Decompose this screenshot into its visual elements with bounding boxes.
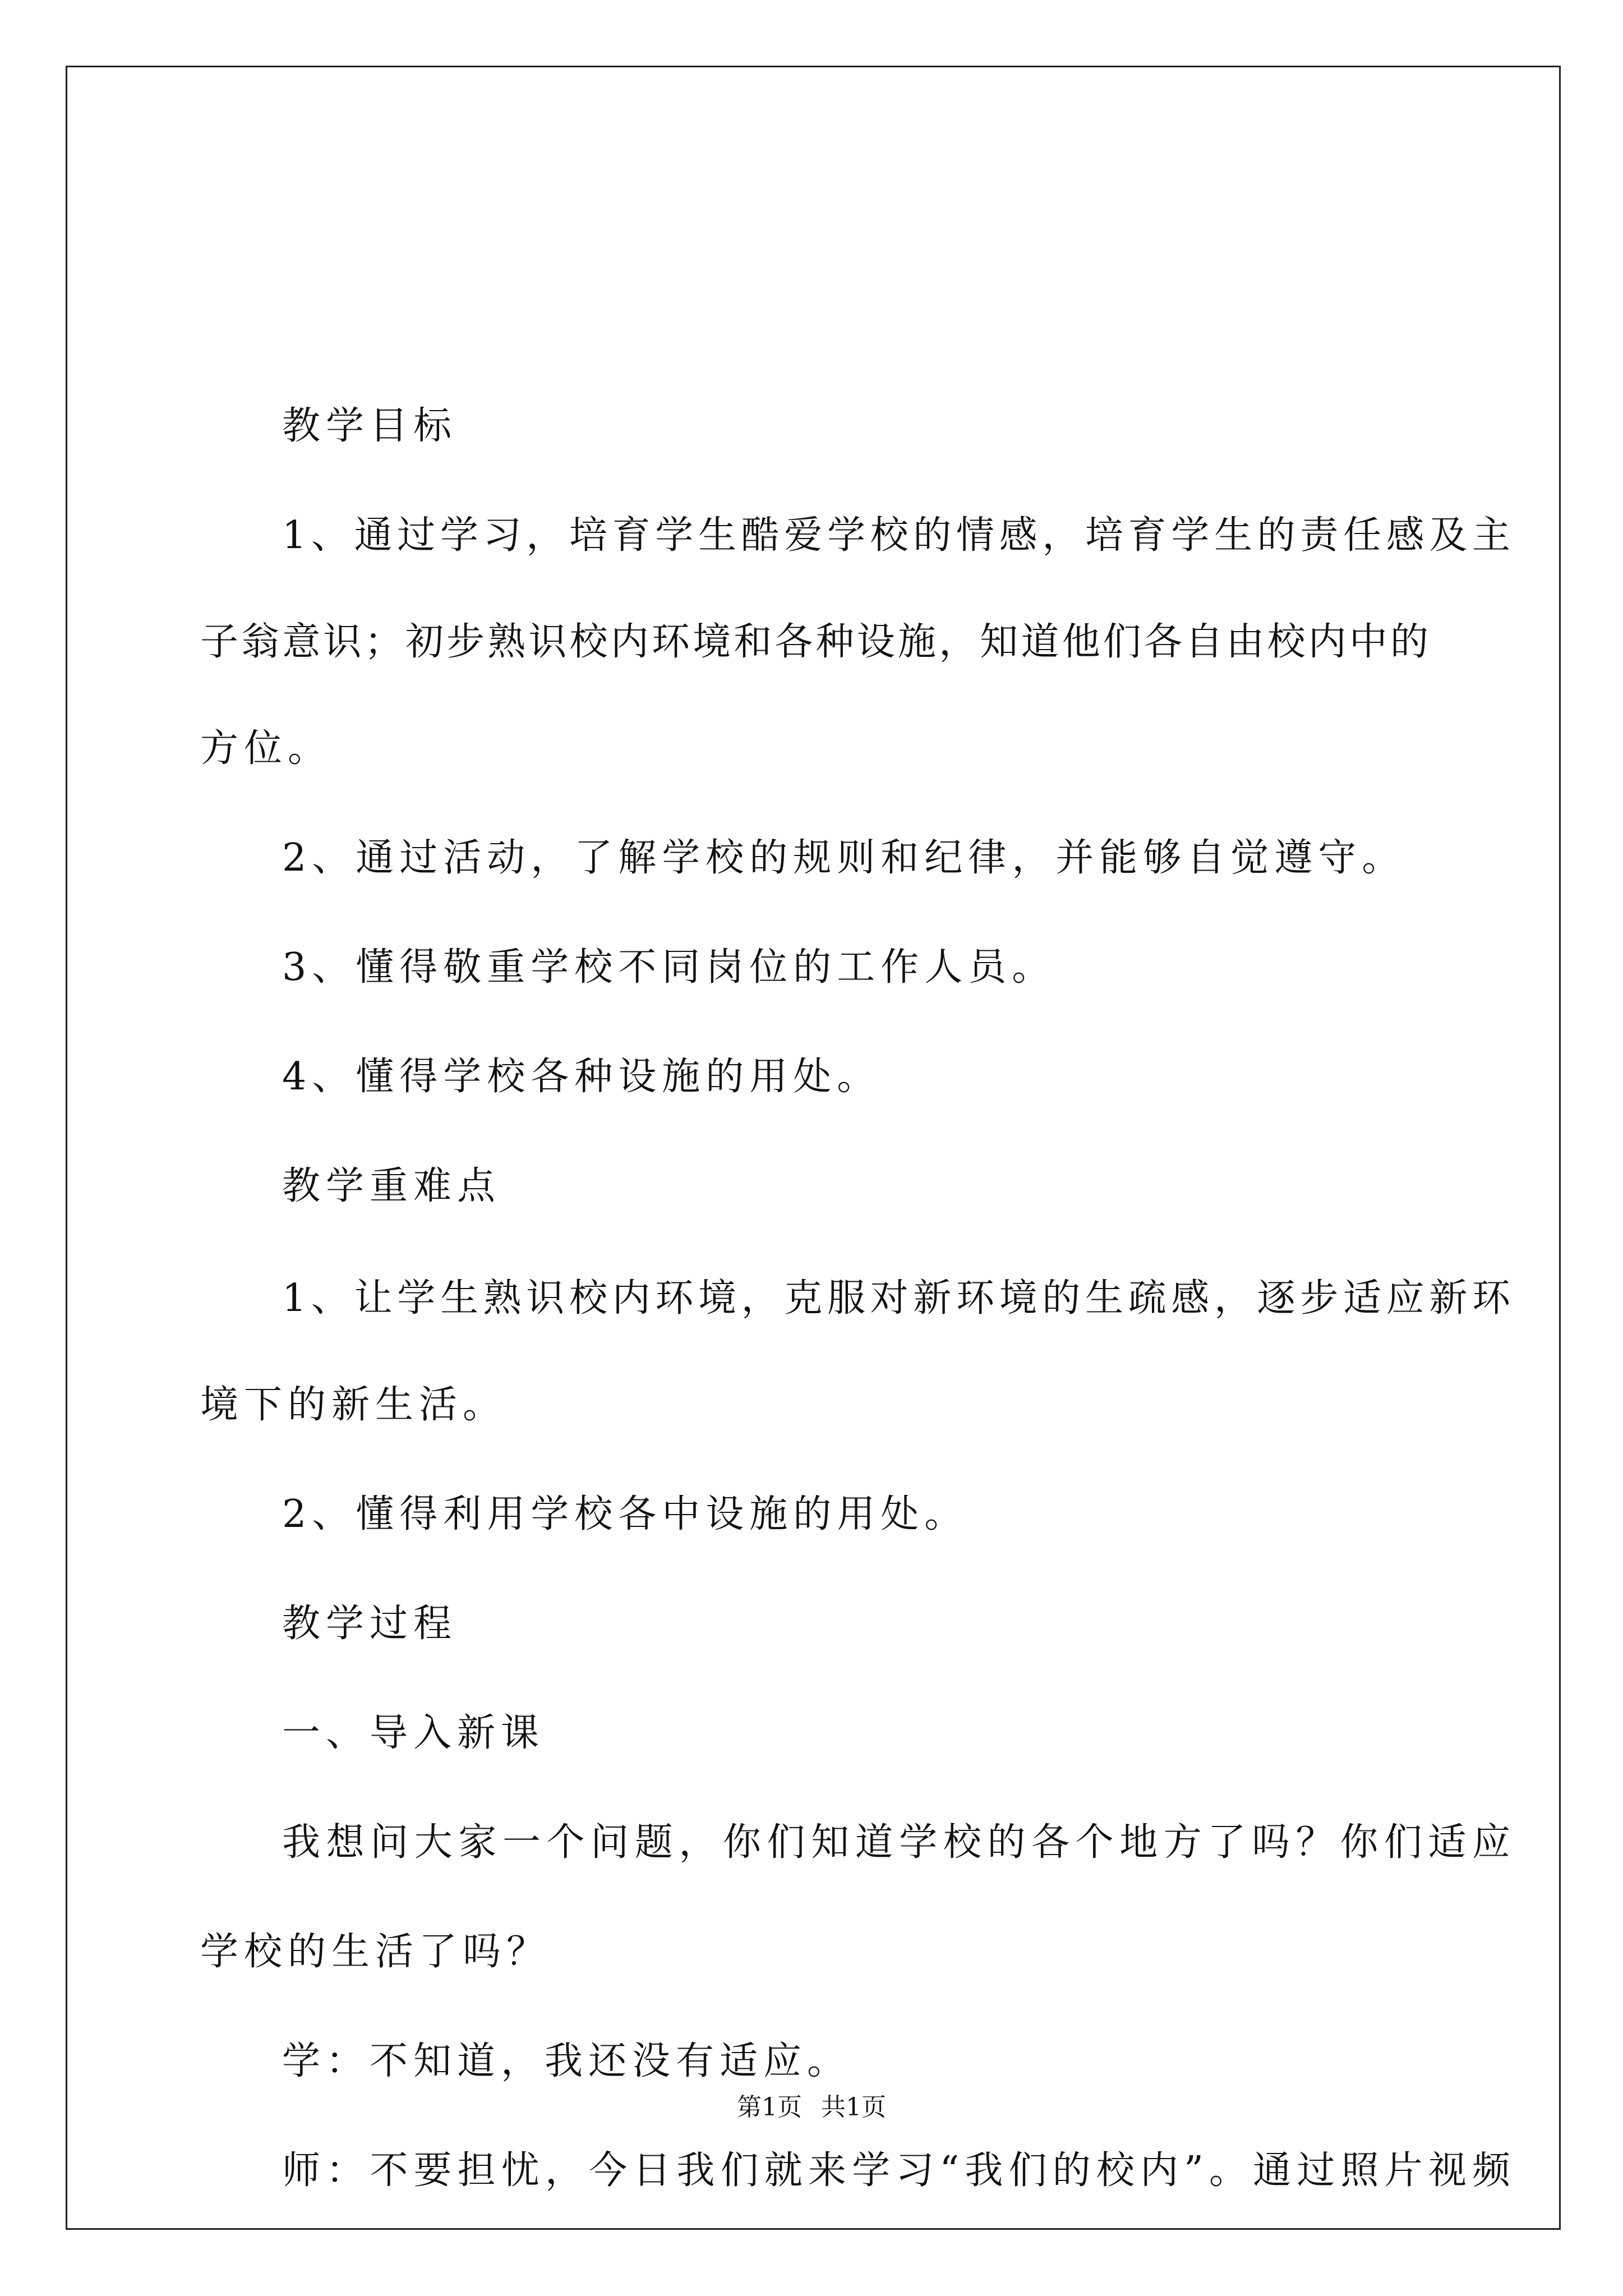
- section-heading-process: 教学过程: [282, 1602, 458, 1646]
- paragraph-line: 4、懂得学校各种设施的用处。: [282, 1055, 881, 1099]
- page-total: 共1页: [821, 2093, 886, 2122]
- subsection-heading: 一、导入新课: [282, 1711, 545, 1755]
- paragraph-line: 我想问大家一个问题，你们知道学校的各个地方了吗？你们适应: [282, 1820, 1510, 1865]
- paragraph-line: 3、懂得敬重学校不同岗位的工作人员。: [282, 945, 1056, 990]
- page-border: [66, 66, 1561, 2230]
- paragraph-line: 学校的生活了吗？: [200, 1930, 551, 1974]
- page-number: 第1页: [737, 2093, 802, 2122]
- paragraph-line: 方位。: [200, 726, 332, 771]
- paragraph-line: 2、通过活动，了解学校的规则和纪律，并能够自觉遵守。: [282, 836, 1406, 880]
- paragraph-line: 1、让学生熟识校内环境，克服对新环境的生疏感，逐步适应新环: [282, 1276, 1510, 1320]
- section-heading-objectives: 教学目标: [282, 404, 458, 448]
- paragraph-line: 师：不要担忧，今日我们就来学习“我们的校内”。通过照片视频: [282, 2148, 1510, 2193]
- paragraph-line: 子翁意识；初步熟识校内环境和各种设施，知道他们各自由校内中的: [200, 620, 1428, 664]
- paragraph-line: 1、通过学习，培育学生酷爱学校的情感，培育学生的责任感及主: [282, 513, 1510, 558]
- paragraph-line: 境下的新生活。: [200, 1383, 507, 1427]
- page-footer: [0, 2091, 1623, 2124]
- paragraph-line: 学：不知道，我还没有适应。: [282, 2039, 851, 2083]
- paragraph-line: 2、懂得利用学校各中设施的用处。: [282, 1492, 969, 1536]
- section-heading-keypoints: 教学重难点: [282, 1164, 501, 1208]
